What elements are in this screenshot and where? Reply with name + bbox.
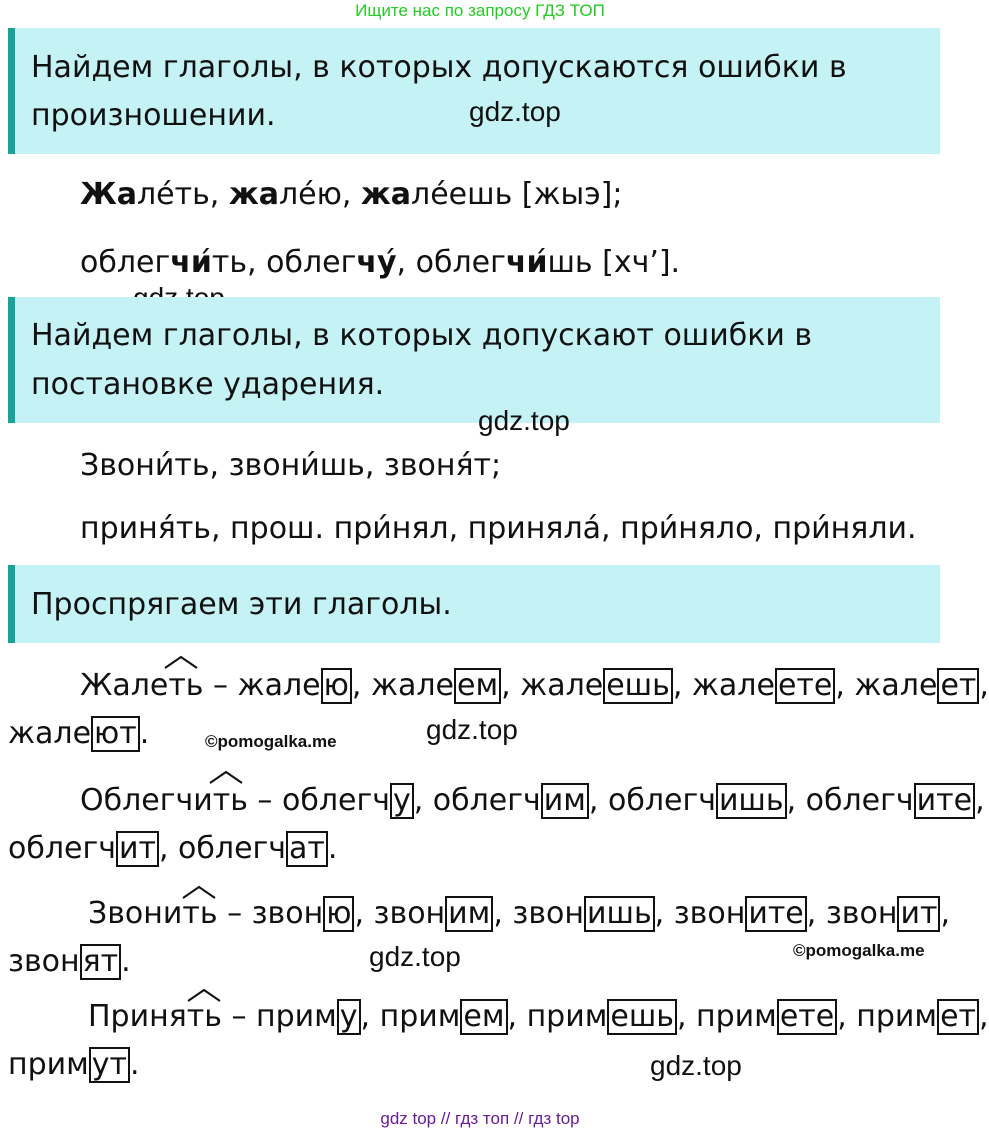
text-fragment: ́, облег (396, 245, 506, 280)
ending-box: у (390, 783, 414, 819)
watermark-gdz: gdz.top (369, 941, 461, 972)
conjugation-jalet-line1 (80, 666, 989, 706)
text-fragment: жале (8, 716, 92, 751)
search-banner: Ищите нас по запросу ГДЗ ТОП (355, 1, 605, 20)
ending-box: им (541, 783, 589, 819)
ending-box: ем (460, 999, 507, 1035)
paragraph-oblegchit-pronunciation (80, 243, 680, 283)
watermark-gdz: gdz.top (469, 96, 561, 127)
ending-box: им (445, 896, 493, 932)
bold-fragment: Жа (80, 177, 137, 212)
ending-box: ишь (716, 783, 787, 819)
text-fragment: , (975, 783, 985, 818)
ending-box: ит (116, 831, 159, 867)
text-fragment: , (979, 668, 989, 703)
ending-box: ете (775, 668, 835, 704)
bold-fragment: чу (356, 245, 397, 280)
conjugation-oblegchit-line2 (8, 829, 337, 869)
text-fragment: , прим (360, 999, 461, 1034)
conjugation-zvonit-line1 (88, 894, 950, 934)
conjugation-prinyat-line1 (88, 997, 989, 1037)
text-fragment: , облегч (158, 831, 287, 866)
ending-box: у (337, 999, 361, 1035)
bold-fragment: жа (228, 177, 279, 212)
ending-box: ют (91, 716, 140, 752)
footer-link-gdz-top-mixed[interactable]: гдз top (528, 1109, 580, 1128)
text-fragment: ле́ть, (136, 177, 229, 212)
paragraph-zvonit-stress: Звони́ть, звони́шь, звоня́т; (80, 448, 502, 483)
paragraph-jalet-pronunciation (80, 175, 622, 215)
text-fragment: , жале (351, 668, 454, 703)
text-fragment: облег (80, 245, 171, 280)
text-fragment: , жале (672, 668, 775, 703)
text-fragment: . (139, 716, 150, 751)
text-fragment: . (130, 1047, 140, 1082)
ending-box: ю (323, 896, 354, 932)
bold-fragment: чи (505, 245, 548, 280)
text-fragment: облегч (8, 831, 116, 866)
heading-1-line2: произношении. (31, 98, 276, 133)
watermark-gdz: gdz.top (478, 405, 570, 436)
footer-link-gdz-top[interactable]: gdz top (380, 1109, 437, 1128)
ending-box: ят (80, 944, 122, 980)
text-fragment: , облегч (413, 783, 541, 818)
text-fragment: , прим (676, 999, 777, 1034)
footer-links (0, 1109, 960, 1129)
footer-link-gdz-top-ru[interactable]: гдз топ (455, 1109, 510, 1128)
ending-box: ем (454, 668, 501, 704)
text-fragment: , прим (837, 999, 938, 1034)
text-fragment: Облегчить – облегч (80, 783, 390, 818)
text-fragment: ле́ешь [жыэ]; (411, 177, 623, 212)
bold-fragment: чи (170, 245, 212, 280)
section-heading-1 (8, 28, 940, 154)
text-fragment: , облегч (588, 783, 716, 818)
heading-3: Проспрягаем эти глаголы. (31, 587, 452, 622)
text-fragment: . (327, 831, 338, 866)
text-fragment: Жалеть – жале (80, 668, 321, 703)
ending-box: ет (937, 668, 979, 704)
text-fragment: ́ть, облег (211, 245, 357, 280)
watermark-pomogalka: ©pomogalka.me (205, 732, 337, 751)
ending-box: ешь (607, 999, 677, 1035)
conjugation-prinyat-line2 (8, 1045, 140, 1085)
watermark-gdz: gdz.top (426, 714, 518, 745)
footer-separator: // (513, 1109, 524, 1128)
text-fragment: Принять – прим (88, 999, 337, 1034)
text-fragment: ле́ю, (278, 177, 361, 212)
heading-1-line1: Найдем глаголы, в которых допускаются ошибки в (31, 50, 847, 85)
text-fragment: , звон (654, 896, 746, 931)
text-fragment: , звон (493, 896, 584, 931)
paragraph-prinyat-stress: приня́ть, прош. при́нял, приняла́, при́няло, при́няли. (80, 511, 917, 546)
ending-box: ете (777, 999, 837, 1035)
ending-box: ат (286, 831, 328, 867)
text-fragment: , жале (501, 668, 604, 703)
ending-box: ит (897, 896, 940, 932)
watermark-gdz: gdz.top (650, 1050, 742, 1081)
ending-box: ю (321, 668, 352, 704)
text-fragment: , звон (354, 896, 446, 931)
text-fragment: , (940, 896, 950, 931)
watermark-pomogalka: ©pomogalka.me (793, 941, 925, 960)
heading-2-line1: Найдем глаголы, в которых допускают ошибки в (31, 318, 813, 353)
conjugation-zvonit-line2 (8, 942, 131, 982)
ending-box: ут (89, 1047, 130, 1083)
text-fragment: , облегч (786, 783, 914, 818)
text-fragment: Звонить – звон (88, 896, 324, 931)
ending-box: ите (745, 896, 806, 932)
footer-separator: // (440, 1109, 451, 1128)
heading-2-line2: постановке ударения. (31, 367, 385, 402)
text-fragment: звон (8, 944, 80, 979)
text-fragment: , прим (507, 999, 608, 1034)
conjugation-oblegchit-line1 (80, 781, 985, 821)
text-fragment: , звон (806, 896, 898, 931)
text-fragment: ́шь [хч’]. (547, 245, 681, 280)
ending-box: ет (937, 999, 979, 1035)
text-fragment: , (979, 999, 989, 1034)
text-fragment: прим (8, 1047, 89, 1082)
conjugation-jalet-line2 (8, 714, 149, 754)
section-heading-2 (8, 297, 940, 423)
bold-fragment: жа (360, 177, 412, 212)
text-fragment: . (121, 944, 131, 979)
text-fragment: , жале (835, 668, 938, 703)
ending-box: ите (914, 783, 975, 819)
section-heading-3 (8, 565, 940, 643)
ending-box: ешь (603, 668, 673, 704)
ending-box: ишь (584, 896, 655, 932)
